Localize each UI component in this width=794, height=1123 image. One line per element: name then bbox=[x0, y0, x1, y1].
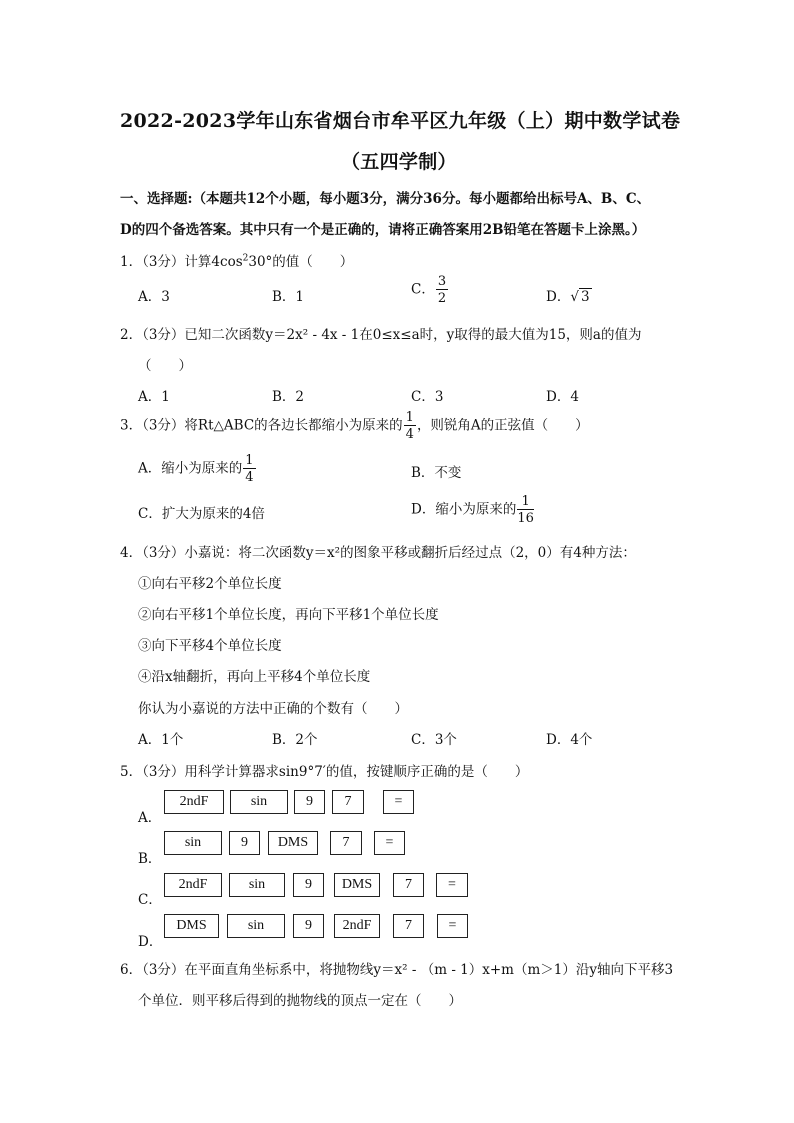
key-equals: = bbox=[437, 914, 468, 938]
q3-d-denominator: 16 bbox=[517, 511, 534, 526]
key-equals: = bbox=[436, 873, 468, 897]
q1-stem-post: 30°的值（ ） bbox=[248, 254, 354, 270]
question-4-stem: 4．（3分）小嘉说：将二次函数y＝x²的图象平移或翻折后经过点（2，0）有4种方法： bbox=[120, 545, 636, 561]
q4-method-2: ②向右平移1个单位长度，再向下平移1个单位长度 bbox=[138, 607, 439, 623]
q1-d-radicand: 3 bbox=[580, 289, 590, 305]
question-2-stem-line2: （ ） bbox=[138, 358, 192, 374]
question-2-stem-line1: 2．（3分）已知二次函数y＝2x² - 4x - 1在0≤x≤a时，y取得的最大值为15，则a的值为 bbox=[120, 327, 642, 343]
key-equals: = bbox=[374, 831, 405, 855]
q3-option-a bbox=[138, 454, 257, 484]
q3-option-a-text: A．缩小为原来的 bbox=[138, 460, 243, 477]
q1-c-denominator: 2 bbox=[437, 291, 447, 306]
key-9: 9 bbox=[293, 914, 324, 938]
key-sin: sin bbox=[230, 790, 288, 814]
q3-stem-post: ，则锐角A的正弦值（ ） bbox=[416, 417, 589, 434]
q1-option-d bbox=[546, 285, 592, 305]
q5-option-d-label: D． bbox=[138, 934, 163, 950]
key-sin: sin bbox=[164, 831, 222, 855]
key-dms: DMS bbox=[334, 873, 380, 897]
q4-option-b: B．2个 bbox=[272, 732, 318, 748]
q3-a-numerator: 1 bbox=[245, 453, 254, 468]
q3-denominator: 4 bbox=[405, 427, 414, 442]
q4-method-3: ③向下平移4个单位长度 bbox=[138, 638, 282, 654]
question-1-stem bbox=[120, 250, 353, 270]
key-2ndf: 2ndF bbox=[164, 790, 224, 814]
q5-option-c-label: C． bbox=[138, 892, 162, 908]
key-7: 7 bbox=[332, 790, 364, 814]
key-9: 9 bbox=[229, 831, 260, 855]
key-9: 9 bbox=[294, 790, 325, 814]
q3-option-b: B．不变 bbox=[411, 465, 462, 481]
q4-question: 你认为小嘉说的方法中正确的个数有（ ） bbox=[138, 701, 408, 717]
sqrt-icon: √ bbox=[570, 289, 579, 305]
q3-option-a-fraction bbox=[243, 454, 255, 484]
q3-option-d bbox=[411, 495, 535, 525]
q3-a-denominator: 4 bbox=[245, 470, 254, 485]
question-6-stem-line1: 6．（3分）在平面直角坐标系中，将抛物线y＝x² - （m - 1）x+m（m＞1）沿y轴向下平移3 bbox=[120, 962, 674, 978]
key-7: 7 bbox=[330, 831, 362, 855]
q1-stem-pre: 1．（3分）计算4cos bbox=[120, 254, 243, 270]
q1-option-b: B．1 bbox=[272, 289, 305, 305]
q3-d-numerator: 1 bbox=[517, 495, 534, 510]
q1-option-c-fraction bbox=[436, 275, 448, 305]
q1-option-c-label: C． bbox=[411, 281, 435, 298]
q4-option-d: D．4个 bbox=[546, 732, 593, 748]
key-dms: DMS bbox=[268, 831, 318, 855]
q4-method-4: ④沿x轴翻折，再向上平移4个单位长度 bbox=[138, 669, 371, 685]
section-heading-line2: D的四个备选答案。其中只有一个是正确的，请将正确答案用2B铅笔在答题卡上涂黑。） bbox=[120, 222, 646, 238]
key-sin: sin bbox=[227, 914, 285, 938]
q1-c-numerator: 3 bbox=[437, 274, 447, 289]
q3-option-c: C．扩大为原来的4倍 bbox=[138, 506, 265, 522]
question-3-stem bbox=[120, 411, 589, 441]
q4-method-1: ①向右平移2个单位长度 bbox=[138, 576, 282, 592]
q1-stem-sup: 2 bbox=[242, 253, 249, 264]
key-2ndf: 2ndF bbox=[164, 873, 222, 897]
q3-stem-fraction bbox=[404, 411, 416, 441]
page-subtitle: （五四学制） bbox=[341, 151, 457, 173]
q4-option-a: A．1个 bbox=[138, 732, 184, 748]
q2-option-c: C．3 bbox=[411, 389, 444, 405]
q3-numerator: 1 bbox=[405, 410, 414, 425]
key-9: 9 bbox=[293, 873, 324, 897]
q5-option-b-label: B． bbox=[138, 851, 162, 867]
q3-stem-pre: 3．（3分）将Rt△ABC的各边长都缩小为原来的 bbox=[120, 417, 403, 434]
q5-option-a-label: A． bbox=[138, 810, 162, 826]
page-title: 2022-2023学年山东省烟台市牟平区九年级（上）期中数学试卷 bbox=[120, 110, 681, 132]
key-dms: DMS bbox=[164, 914, 219, 938]
key-7: 7 bbox=[393, 914, 424, 938]
key-7: 7 bbox=[393, 873, 424, 897]
key-2ndf: 2ndF bbox=[334, 914, 380, 938]
q2-option-a: A．1 bbox=[138, 389, 170, 405]
question-5-stem: 5．（3分）用科学计算器求sin9°7′的值，按键顺序正确的是（ ） bbox=[120, 764, 529, 780]
q1-option-a: A．3 bbox=[138, 289, 170, 305]
section-heading-line1: 一、选择题:（本题共12个小题，每小题3分，满分36分。每小题都给出标号A、B、C、 bbox=[120, 191, 651, 207]
q1-option-d-label: D． bbox=[546, 289, 571, 305]
key-equals: = bbox=[383, 790, 414, 814]
q2-option-d: D．4 bbox=[546, 389, 579, 405]
question-6-stem-line2: 个单位．则平移后得到的抛物线的顶点一定在（ ） bbox=[138, 993, 462, 1009]
q1-option-c bbox=[411, 275, 449, 305]
q2-option-b: B．2 bbox=[272, 389, 305, 405]
q3-option-d-fraction bbox=[517, 495, 534, 525]
q4-option-c: C．3个 bbox=[411, 732, 457, 748]
q3-option-d-text: D．缩小为原来的 bbox=[411, 501, 517, 518]
key-sin: sin bbox=[229, 873, 285, 897]
